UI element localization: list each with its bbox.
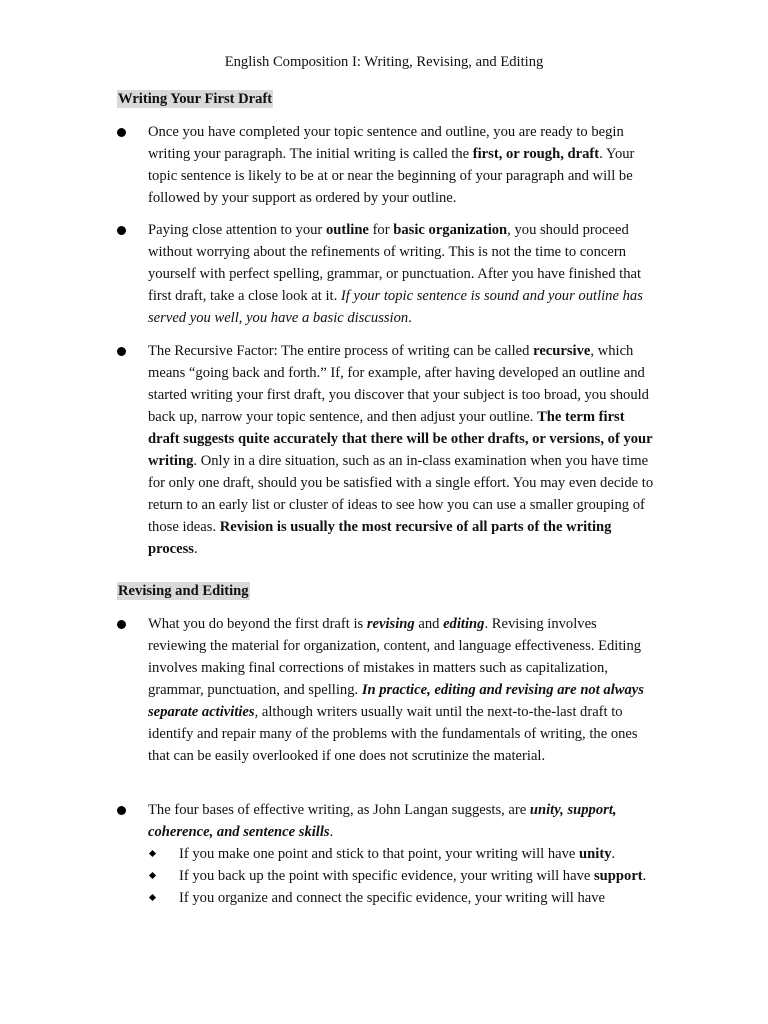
sub-list — [148, 843, 654, 909]
list-item — [148, 121, 654, 209]
diamond-bullet-icon — [149, 872, 156, 879]
paragraph: The four bases of effective writing, as John Langan suggests, are unity, support, coherence, and sentence skills. — [148, 802, 617, 840]
section-heading-revising-editing: Revising and Editing — [118, 583, 249, 599]
list-item — [148, 799, 654, 909]
paragraph: What you do beyond the first draft is revising and editing. Revising involves reviewing the material for organization, content, and language effectiveness. Editing involves making final corrections of mistakes in matters such as capitalization, grammar, punctuation, and spelling. In practice, editing and revising are not always separate activities, although writers usually wait until the next-to-the-last draft to identify and repair many of the problems with the fundamentals of writing, the ones that can be easily overlooked if one does not scrutinize the material. — [148, 616, 644, 764]
sub-list-item: If you organize and connect the specific evidence, your writing will have — [148, 887, 654, 909]
bullet-icon — [117, 347, 126, 356]
paragraph: The Recursive Factor: The entire process of writing can be called recursive, which means “going back and forth.” If, for example, after having developed an outline and started writing your first draft, you discover that your subject is too broad, you should back up, narrow your topic sentence, and then adjust your outline. The term first draft suggests quite accurately that there will be other drafts, or versions, of your writing. Only in a dire situation, such as an in-class examination when you have time for only one draft, should you be satisfied with a single effort. You may even decide to return to an early list or cluster of ideas to see how you can use a smaller grouping of those ideas. Revision is usually the most recursive of all parts of the writing process. — [148, 343, 654, 557]
bullet-icon — [117, 128, 126, 137]
paragraph: Once you have completed your topic sentence and outline, you are ready to begin writing your paragraph. The initial writing is called the first, or rough, draft. Your topic sentence is likely to be at or near the beginning of your paragraph and will be followed by your support as ordered by your outline. — [148, 124, 635, 206]
sub-list-item: If you back up the point with specific evidence, your writing will have support. — [148, 865, 654, 887]
bullet-icon — [117, 226, 126, 235]
document-title: English Composition I: Writing, Revising, and Editing — [224, 54, 544, 70]
list-item — [148, 219, 654, 329]
bullet-icon — [117, 806, 126, 815]
list-item — [148, 613, 654, 767]
sub-list-item: If you make one point and stick to that point, your writing will have unity. — [148, 843, 654, 865]
paragraph: Paying close attention to your outline for basic organization, you should proceed without worrying about the refinements of writing. This is not the time to concern yourself with perfect spelling, grammar, or punctuation. After you have finished that first draft, take a close look at it. If your topic sentence is sound and your outline has served you well, you have a basic discussion. — [148, 222, 643, 326]
diamond-bullet-icon — [149, 894, 156, 901]
list-item — [148, 340, 654, 560]
diamond-bullet-icon — [149, 850, 156, 857]
section-heading-first-draft: Writing Your First Draft — [118, 91, 273, 107]
bullet-icon — [117, 620, 126, 629]
